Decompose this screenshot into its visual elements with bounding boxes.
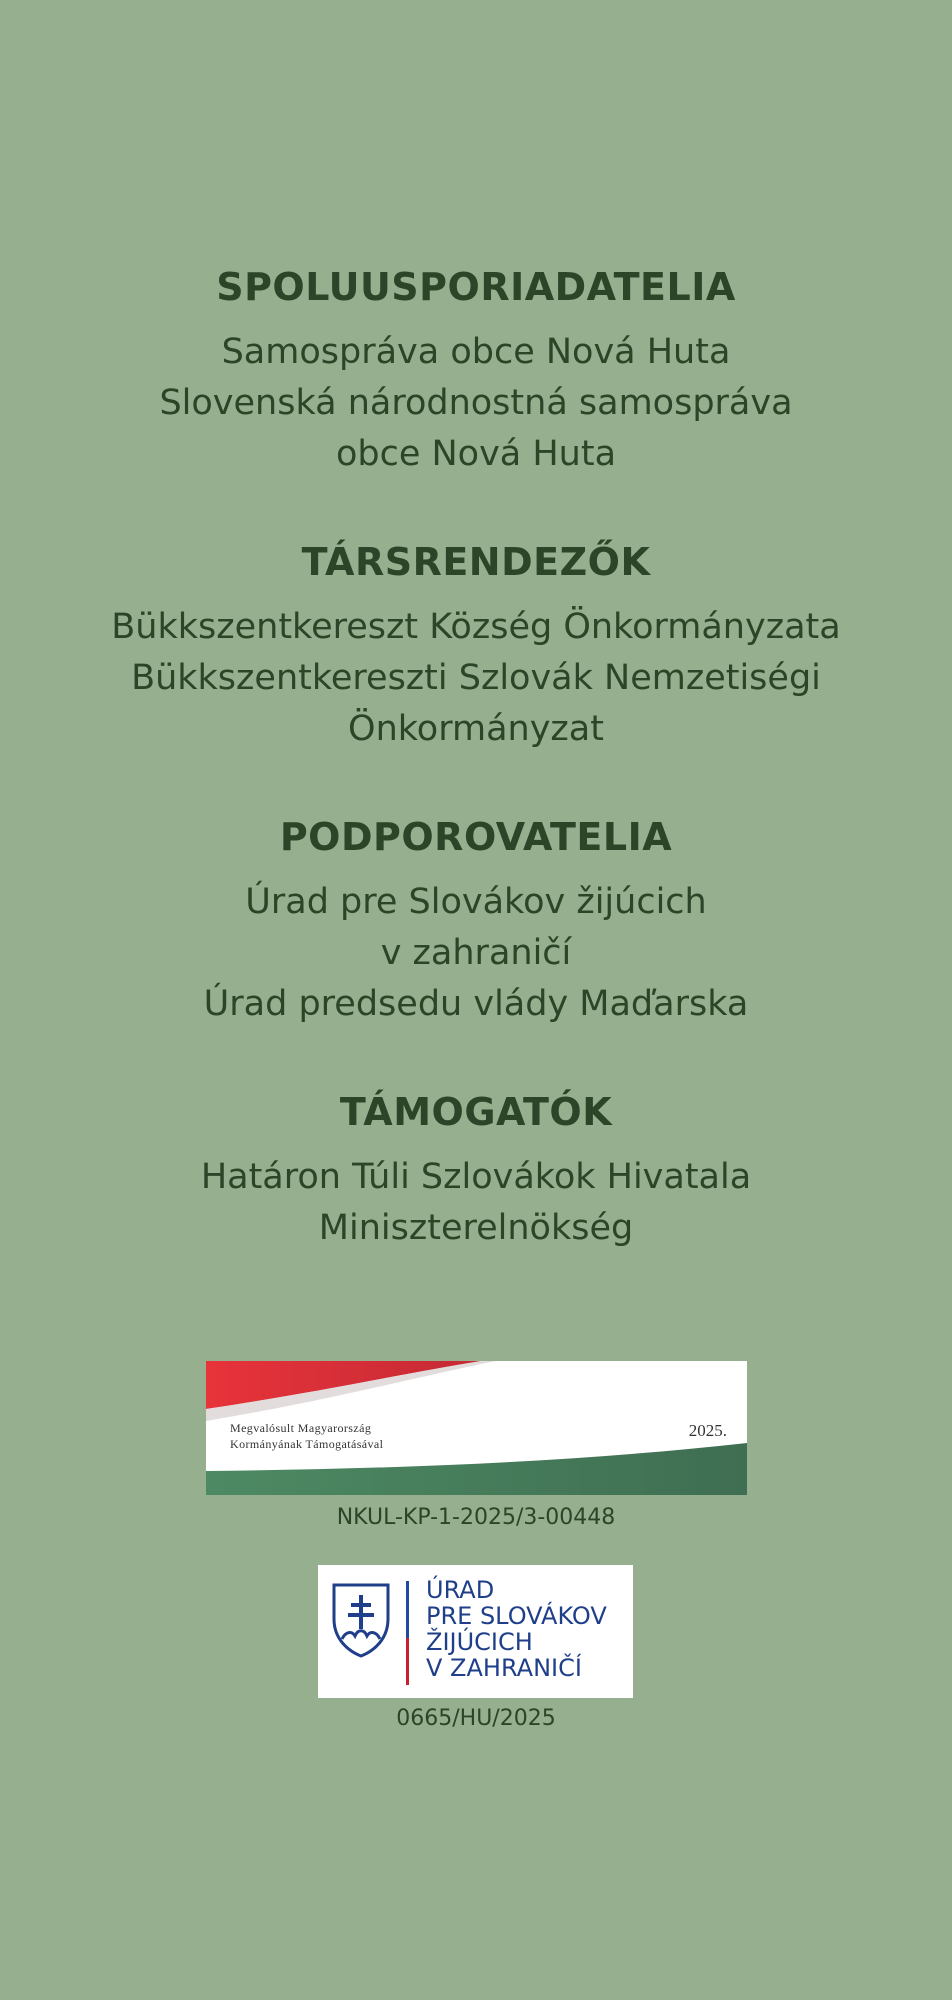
logo-wordmark [426, 1577, 607, 1681]
section-line: Úrad pre Slovákov žijúcich [245, 882, 707, 922]
banner-text-line: Kormányának Támogatásával [230, 1437, 384, 1451]
hungarian-government-banner [206, 1361, 747, 1495]
logo-text-line: V ZAHRANIČÍ [426, 1654, 582, 1682]
section-line: Samospráva obce Nová Huta [221, 332, 731, 372]
section-heading: SPOLUUSPORIADATELIA [216, 265, 736, 309]
section-heading: TÁMOGATÓK [339, 1090, 613, 1134]
slovak-coat-of-arms-icon [330, 1581, 392, 1659]
section-line: Slovenská národnostná samospráva [159, 383, 793, 423]
grant-code: NKUL-KP-1-2025/3-00448 [336, 1505, 616, 1530]
section-line: Önkormányzat [348, 709, 604, 749]
section-supporters-hu [0, 1088, 952, 1254]
logo-divider [406, 1581, 409, 1685]
section-line: Bükkszentkereszti Szlovák Nemzetiségi [131, 658, 821, 698]
section-lines [0, 1152, 952, 1254]
banner-year: 2025. [688, 1421, 727, 1440]
logo-text-line: PRE SLOVÁKOV [426, 1602, 607, 1630]
section-line: Határon Túli Szlovákok Hivatala [200, 1157, 752, 1197]
registration-code: 0665/HU/2025 [396, 1706, 556, 1731]
section-co-organizers-hu [0, 538, 952, 755]
section-co-organizers-sk [0, 263, 952, 480]
section-lines [0, 877, 952, 1030]
section-line: v zahraničí [380, 933, 572, 973]
section-lines [0, 602, 952, 755]
logo-text-line: ŽIJÚCICH [426, 1628, 533, 1656]
section-line: Miniszterelnökség [318, 1208, 634, 1248]
section-line: Úrad predsedu vlády Maďarska [203, 984, 749, 1024]
section-line: obce Nová Huta [335, 434, 617, 474]
urad-slovakov-logo [318, 1565, 633, 1698]
section-lines [0, 327, 952, 480]
section-heading: PODPOROVATELIA [279, 815, 673, 859]
section-supporters-sk [0, 813, 952, 1030]
section-heading: TÁRSRENDEZŐK [301, 540, 651, 584]
section-line: Bükkszentkereszt Község Önkormányzata [111, 607, 841, 647]
banner-text-line: Megvalósult Magyarország [230, 1421, 372, 1435]
logo-text-line: ÚRAD [426, 1576, 495, 1604]
